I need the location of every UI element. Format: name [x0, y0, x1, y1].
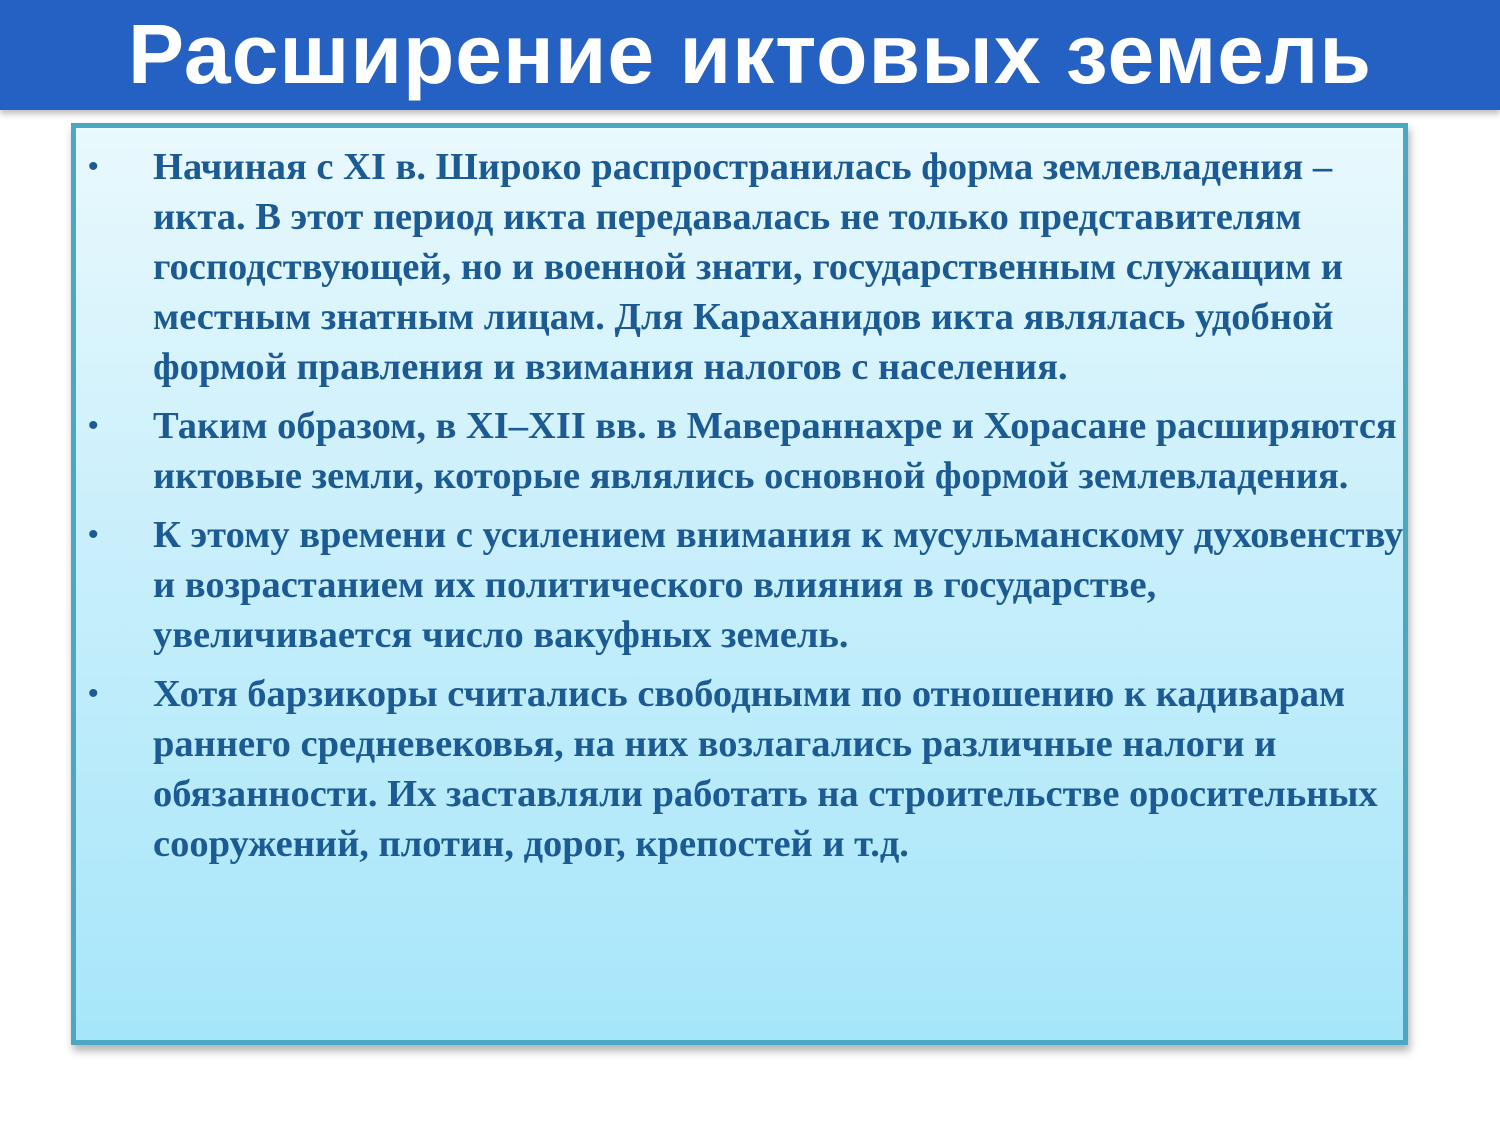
bullet-icon: •: [88, 677, 99, 710]
bullet-text: Хотя барзикоры считались свободными по отношению к кадиварам раннего средневековья, на них возлагались различные налоги и обязанности. Их заставляли работать на строительстве оросительных сооружений, плотин, дорог, крепостей и т.д.: [153, 673, 1378, 865]
bullet-icon: •: [88, 409, 99, 442]
content-box: [71, 123, 1408, 1045]
bullet-item-4: [88, 669, 1408, 869]
bullet-text: Таким образом, в XI–XII вв. в Мавераннахре и Хорасане расширяются иктовые земли, которые являлись основной формой землевладения.: [153, 405, 1397, 497]
slide-title: Расширение иктовых земель: [127, 7, 1373, 101]
bullet-icon: •: [88, 518, 99, 551]
bullet-text: К этому времени с усилением внимания к мусульманскому духовенству и возрастанием их политического влияния в государстве, увеличивается число вакуфных земель.: [153, 514, 1404, 656]
bullet-icon: •: [88, 150, 99, 183]
title-bar: [0, 0, 1500, 110]
bullet-item-3: [88, 510, 1408, 660]
bullet-list: [88, 142, 1408, 878]
bullet-item-2: [88, 401, 1408, 501]
bullet-text: Начиная с XI в. Широко распространилась форма землевладения – икта. В этот период икта передавалась не только представителям господствующей, но и военной знати, государственным служащим и местным знатным лицам. Для Караханидов икта являлась удобной формой правления и взимания налогов с населения.: [153, 146, 1344, 388]
bullet-item-1: [88, 142, 1408, 392]
